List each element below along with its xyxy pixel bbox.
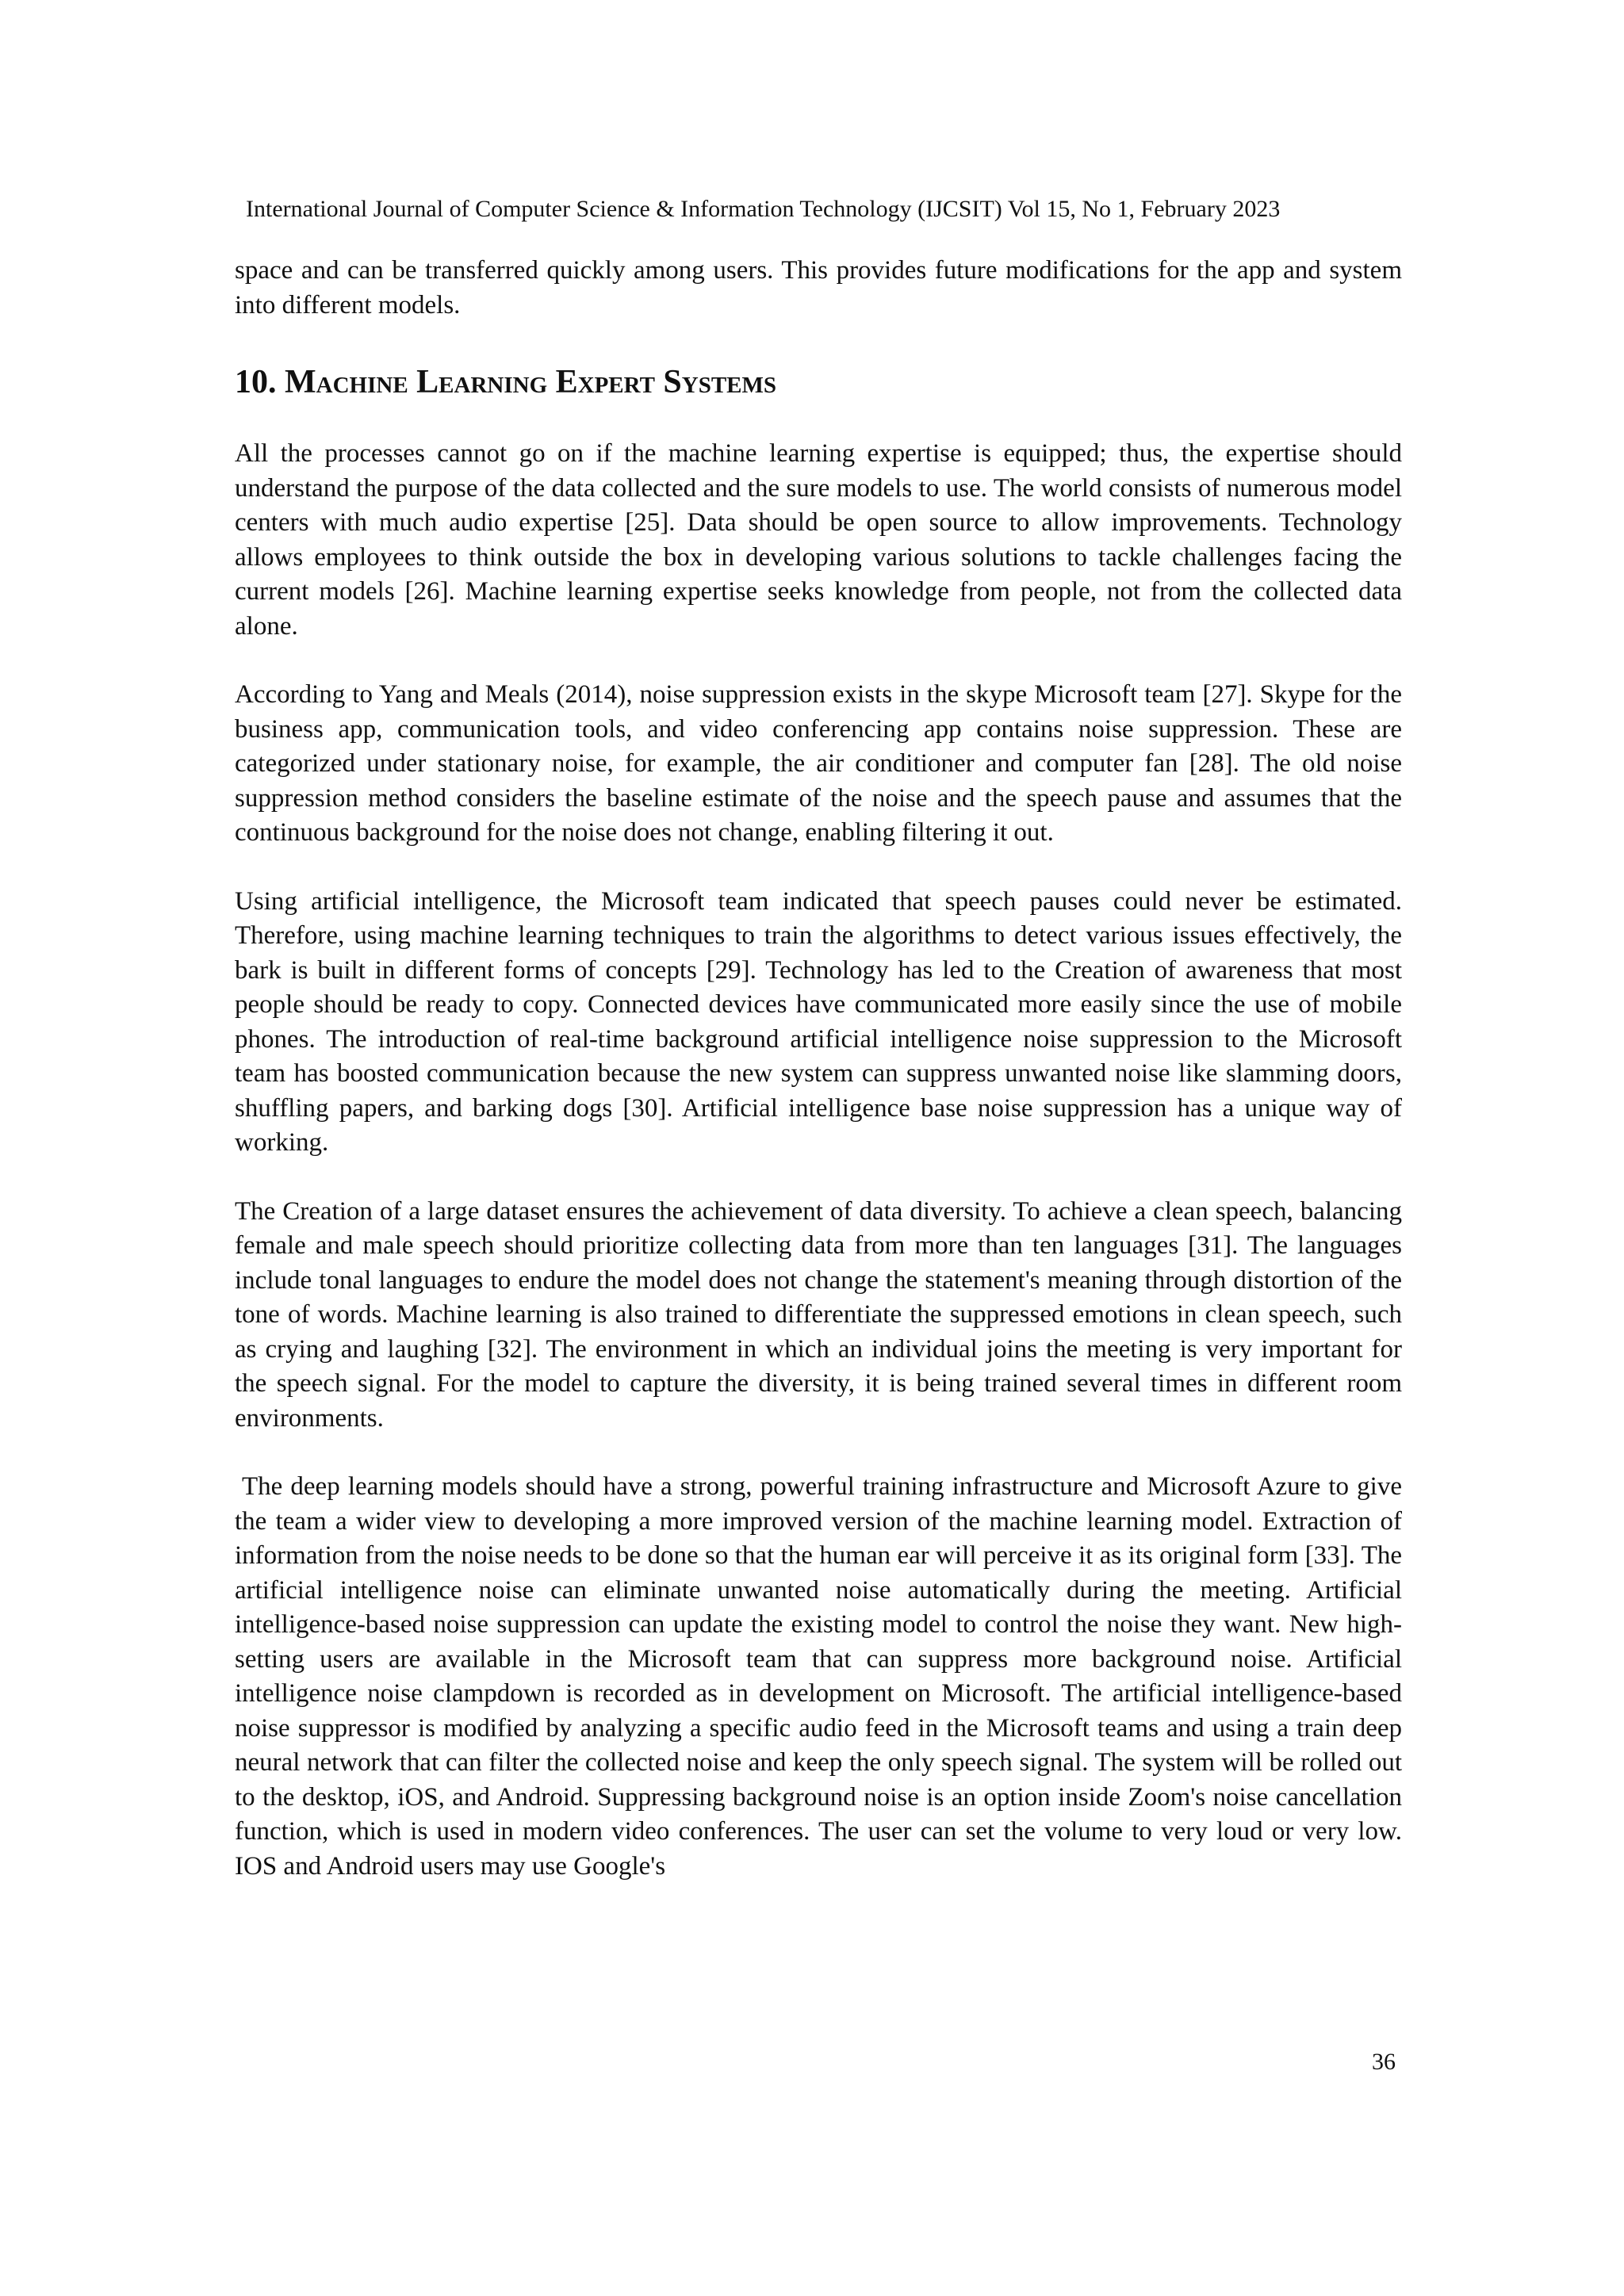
paragraph-5: The deep learning models should have a strong, powerful training infrastructure and Microsoft Azure to give the team a wider view to developing a more improved version of the machine learning model. Extraction of information from the noise needs to be done so that the human ear will perceive it as its original form [33]. The artificial intelligence noise can eliminate unwanted noise automatically during the meeting. Artificial intelligence-based noise suppression can update the existing model to control the noise they want. New high-setting users are available in the Microsoft team that can suppress more background noise. Artificial intelligence noise clampdown is recorded as in development on Microsoft. The artificial intelligence-based noise suppressor is modified by analyzing a specific audio feed in the Microsoft teams and using a train deep neural network that can filter the collected noise and keep the only speech signal. The system will be rolled out to the desktop, iOS, and Android. Suppressing background noise is an option inside Zoom's noise cancellation function, which is used in modern video conferences. The user can set the volume to very loud or very low. IOS and Android users may use Google's: [235, 1472, 1402, 1881]
paragraph-2: According to Yang and Meals (2014), noise suppression exists in the skype Microsoft team [27]. Skype for the business app, communication tools, and video conferencing app contains noise suppression. These are categorized under stationary noise, for example, the air conditioner and computer fan [28]. The old noise suppression method considers the baseline estimate of the noise and the speech pause and assumes that the continuous background for the noise does not change, enabling filtering it out.: [235, 680, 1402, 847]
paragraph-1: All the processes cannot go on if the machine learning expertise is equipped; thus, the expertise should understand the purpose of the data collected and the sure models to use. The world consists of numerous model centers with much audio expertise [25]. Data should be open source to allow improvements. Technology allows employees to think outside the box in developing various solutions to tackle challenges facing the current models [26]. Machine learning expertise seeks knowledge from people, not from the collected data alone.: [235, 439, 1402, 641]
page-number: 36: [1372, 2049, 1396, 2075]
page-body: [235, 254, 1402, 1918]
running-header: International Journal of Computer Science & Information Technology (IJCSIT) Vol 15, No 1, February 2023: [246, 196, 1281, 222]
section-heading: 10. Machine Learning Expert Systems: [235, 364, 777, 400]
paragraph-3: Using artificial intelligence, the Microsoft team indicated that speech pauses could never be estimated. Therefore, using machine learning techniques to train the algorithms to detect various issues effectively, the bark is built in different forms of concepts [29]. Technology has led to the Creation of awareness that most people should be ready to copy. Connected devices have communicated more easily since the use of mobile phones. The introduction of real-time background artificial intelligence noise suppression to the Microsoft team has boosted communication because the new system can suppress unwanted noise like slamming doors, shuffling papers, and barking dogs [30]. Artificial intelligence base noise suppression has a unique way of working.: [235, 886, 1402, 1157]
continued-paragraph: space and can be transferred quickly among users. This provides future modifications for the app and system into different models.: [235, 256, 1402, 320]
paragraph-4: The Creation of a large dataset ensures the achievement of data diversity. To achieve a clean speech, balancing female and male speech should prioritize collecting data from more than ten languages [31]. The languages include tonal languages to endure the model does not change the statement's meaning through distortion of the tone of words. Machine learning is also trained to differentiate the suppressed emotions in clean speech, such as crying and laughing [32]. The environment in which an individual joins the meeting is very important for the speech signal. For the model to capture the diversity, it is being trained several times in different room environments.: [235, 1196, 1402, 1433]
